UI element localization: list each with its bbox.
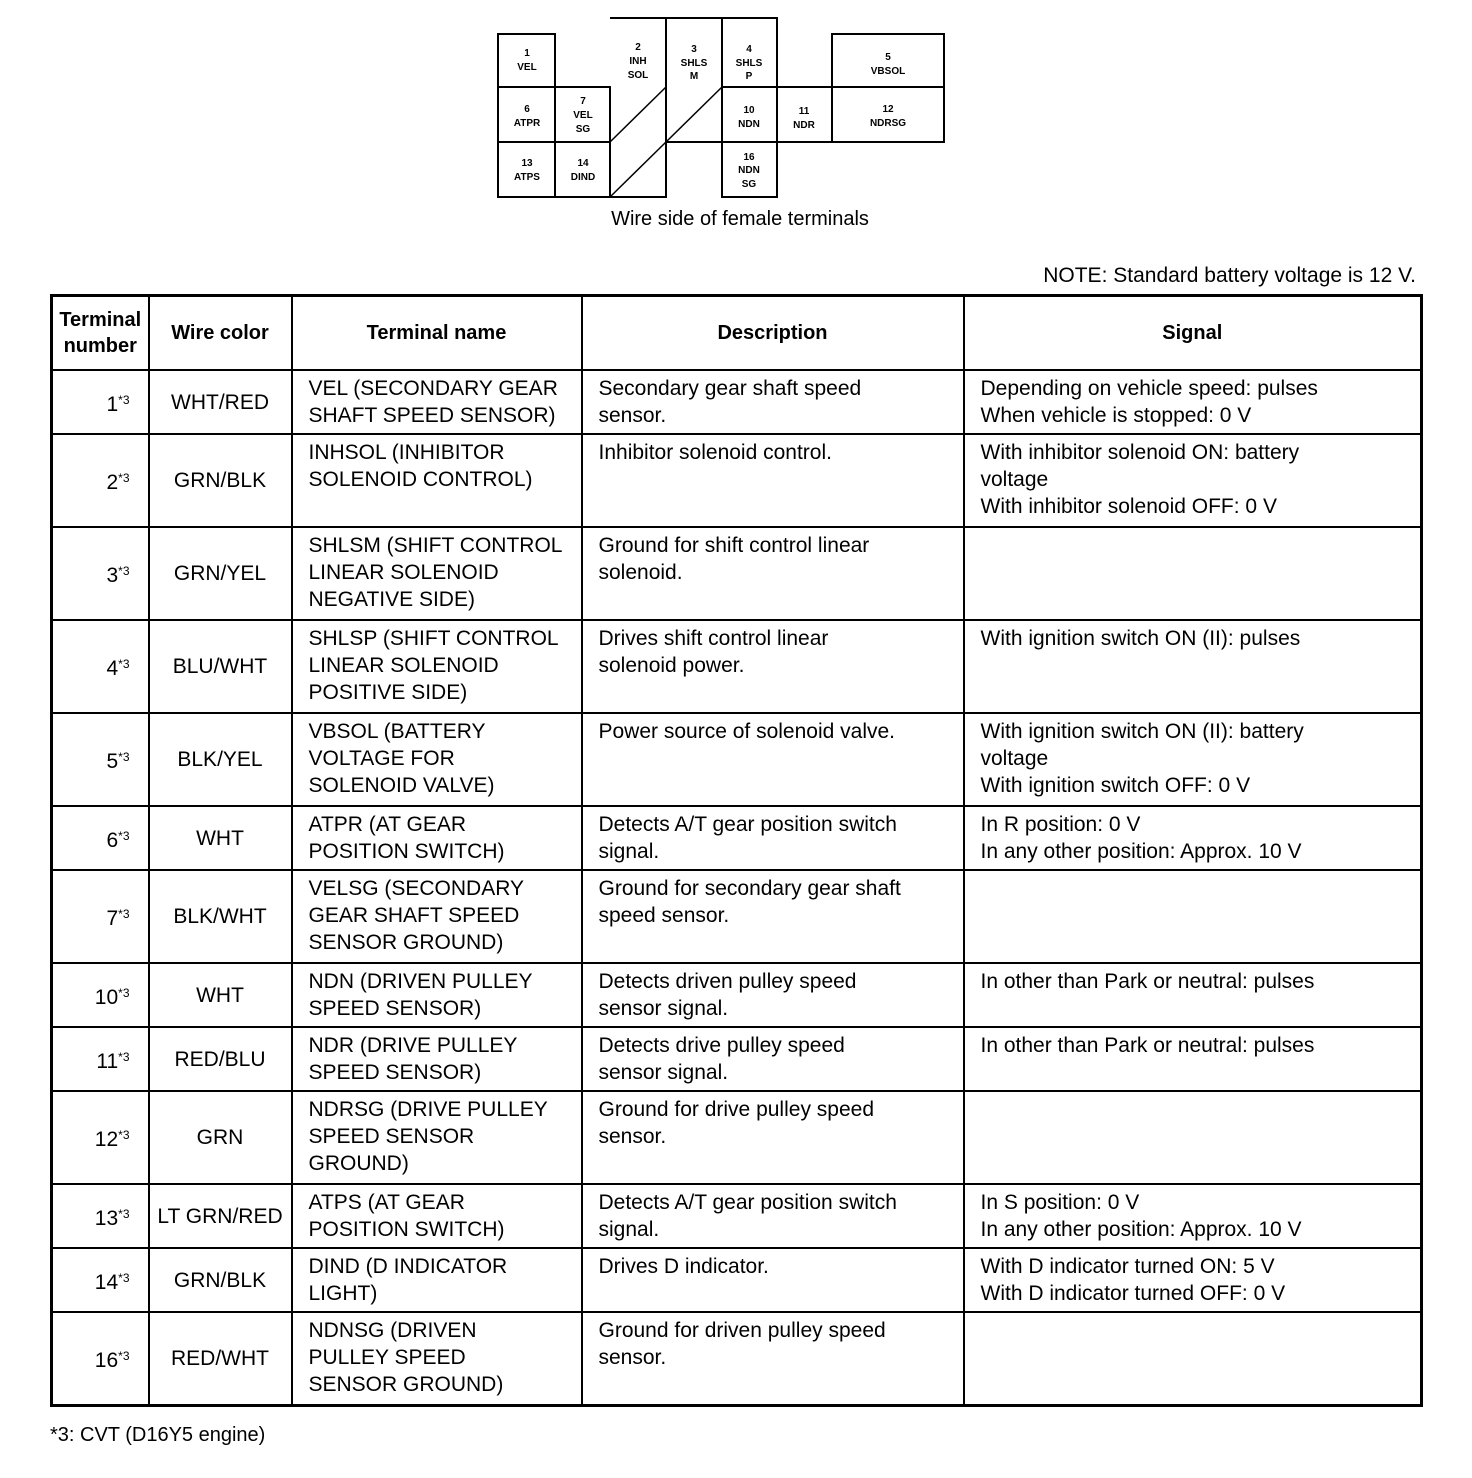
signal-cell <box>964 870 1422 963</box>
terminal-name-line: SENSOR GROUND) <box>308 931 504 954</box>
signal-cell <box>964 620 1422 713</box>
description-line: sensor signal. <box>598 997 729 1020</box>
signal-line: In any other position: Approx. 10 V <box>980 840 1302 863</box>
terminal-name-line: SPEED SENSOR) <box>308 997 482 1020</box>
terminal-5-number: 5 <box>885 52 891 63</box>
footnote-marker: *3 <box>118 657 130 671</box>
terminal-name-line: SPEED SENSOR) <box>308 1061 482 1084</box>
signal-line: In other than Park or neutral: pulses <box>980 970 1315 993</box>
signal-line: With ignition switch ON (II): battery <box>980 720 1304 743</box>
description-line: solenoid power. <box>598 654 745 677</box>
terminal-number: 12 <box>94 1128 119 1151</box>
footnote-marker: *3 <box>118 1270 130 1285</box>
table-row <box>52 1312 1422 1405</box>
wire-color-cell: BLK/WHT <box>149 870 292 963</box>
terminal-number: 6 <box>106 828 119 852</box>
terminal-number-cell <box>52 1248 149 1312</box>
description-cell <box>582 806 964 870</box>
terminal-name-line: LINEAR SOLENOID <box>308 654 499 677</box>
description-line: Ground for secondary gear shaft <box>598 877 901 900</box>
terminal-name-cell <box>292 434 582 527</box>
description-cell <box>582 1091 964 1184</box>
description-line: sensor signal. <box>598 1061 729 1084</box>
terminal-name-line: ATPS (AT GEAR <box>308 1191 465 1214</box>
terminal-name-line: NDRSG (DRIVE PULLEY <box>308 1098 548 1121</box>
header-description: Description <box>582 296 964 371</box>
description-line: Ground for driven pulley speed <box>598 1319 886 1342</box>
terminal-10-label: NDN <box>738 119 760 130</box>
table-row <box>52 370 1422 434</box>
description-line: Drives shift control linear <box>598 627 829 650</box>
wire-color-cell: LT GRN/RED <box>149 1184 292 1248</box>
signal-line: With ignition switch ON (II): pulses <box>980 627 1301 650</box>
terminal-11-number: 11 <box>798 106 810 117</box>
description-line: speed sensor. <box>598 904 730 927</box>
signal-cell <box>964 1027 1422 1091</box>
terminal-name-line: VELSG (SECONDARY <box>308 877 525 900</box>
signal-cell <box>964 806 1422 870</box>
description-line: Ground for shift control linear <box>598 534 870 557</box>
signal-line: In S position: 0 V <box>980 1191 1140 1214</box>
terminal-number-cell <box>52 1027 149 1091</box>
diagram-caption: Wire side of female terminals <box>611 208 869 230</box>
blank-cavity-mark <box>666 87 722 142</box>
terminal-7-label-1: VEL <box>573 110 593 121</box>
footnote-marker: *3 <box>118 1128 130 1142</box>
header-wire-color: Wire color <box>149 296 292 371</box>
terminal-14-number: 14 <box>577 158 589 169</box>
wire-color-cell: WHT <box>149 806 292 870</box>
terminal-16-number: 16 <box>743 152 755 163</box>
description-cell <box>582 370 964 434</box>
signal-line: In any other position: Approx. 10 V <box>980 1218 1302 1241</box>
description-cell <box>582 1184 964 1248</box>
terminal-name-line: POSITION SWITCH) <box>308 1218 505 1241</box>
description-line: Secondary gear shaft speed <box>598 377 862 400</box>
description-line: Ground for drive pulley speed <box>598 1098 874 1121</box>
terminal-16-label-1: NDN <box>738 165 760 176</box>
terminal-name-line: SPEED SENSOR <box>308 1125 475 1148</box>
description-line: signal. <box>598 840 660 863</box>
terminal-name-line: POSITIVE SIDE) <box>308 681 468 704</box>
terminal-number-cell <box>52 434 149 527</box>
terminal-name-cell <box>292 1091 582 1184</box>
terminal-number: 14 <box>94 1270 119 1294</box>
description-line: Drives D indicator. <box>598 1255 769 1278</box>
footnote-marker: *3 <box>118 564 130 578</box>
description-line: Detects drive pulley speed <box>598 1034 845 1057</box>
terminal-6-number: 6 <box>524 104 530 115</box>
terminal-name-cell <box>292 527 582 620</box>
description-line: sensor. <box>598 1346 667 1369</box>
description-line: solenoid. <box>598 561 683 584</box>
terminal-name-cell <box>292 713 582 806</box>
signal-line: With inhibitor solenoid OFF: 0 V <box>980 495 1277 518</box>
terminal-name-line: VBSOL (BATTERY <box>308 720 486 743</box>
terminal-name-line: SENSOR GROUND) <box>308 1373 504 1396</box>
terminal-3-label-1: SHLS <box>680 58 708 69</box>
terminal-10-number: 10 <box>743 105 755 116</box>
terminal-name-line: SOLENOID VALVE) <box>308 774 495 797</box>
table-row <box>52 1027 1422 1091</box>
wire-color-cell: BLU/WHT <box>149 620 292 713</box>
description-cell <box>582 1027 964 1091</box>
terminal-table <box>50 294 1423 1407</box>
signal-line: voltage <box>980 468 1049 491</box>
footnote-marker: *3 <box>118 471 130 485</box>
terminal-number-cell <box>52 963 149 1027</box>
description-cell <box>582 620 964 713</box>
terminal-name-line: SOLENOID CONTROL) <box>308 468 533 491</box>
table-body <box>52 370 1422 1405</box>
terminal-name-line: SHAFT SPEED SENSOR) <box>308 404 556 427</box>
terminal-name-cell <box>292 370 582 434</box>
description-cell <box>582 527 964 620</box>
terminal-number-cell <box>52 620 149 713</box>
terminal-name-line: VOLTAGE FOR <box>308 747 455 770</box>
terminal-4-label-2: P <box>745 71 753 82</box>
signal-line: In other than Park or neutral: pulses <box>980 1034 1315 1057</box>
description-cell <box>582 434 964 527</box>
terminal-1-number: 1 <box>524 48 530 59</box>
terminal-number: 10 <box>94 985 119 1009</box>
table-row <box>52 713 1422 806</box>
signal-cell <box>964 713 1422 806</box>
terminal-name-cell <box>292 963 582 1027</box>
wire-color-cell: GRN/BLK <box>149 434 292 527</box>
signal-line: voltage <box>980 747 1049 770</box>
terminal-7-number: 7 <box>580 96 586 107</box>
footnote-marker: *3 <box>118 750 130 764</box>
terminal-5-label: VBSOL <box>870 66 906 77</box>
header-terminal-name: Terminal name <box>292 296 582 371</box>
terminal-14-label: DIND <box>570 172 596 183</box>
terminal-name-line: LIGHT) <box>308 1282 378 1305</box>
description-line: sensor. <box>598 404 667 427</box>
terminal-name-line: INHSOL (INHIBITOR <box>308 441 505 464</box>
terminal-number: 1 <box>106 392 119 416</box>
terminal-4-label-1: SHLS <box>735 58 763 69</box>
signal-line: With ignition switch OFF: 0 V <box>980 774 1251 797</box>
signal-cell <box>964 1248 1422 1312</box>
wire-color-cell: RED/BLU <box>149 1027 292 1091</box>
battery-voltage-note: NOTE: Standard battery voltage is 12 V. <box>1043 264 1416 287</box>
signal-line: With inhibitor solenoid ON: battery <box>980 441 1300 464</box>
signal-cell <box>964 434 1422 527</box>
terminal-name-line: SHLSP (SHIFT CONTROL <box>308 627 559 650</box>
terminal-name-line: LINEAR SOLENOID <box>308 561 499 584</box>
description-cell <box>582 870 964 963</box>
terminal-number: 13 <box>94 1206 119 1230</box>
wire-color-cell: GRN <box>149 1091 292 1184</box>
signal-line: When vehicle is stopped: 0 V <box>980 404 1252 427</box>
footnote-marker: *3 <box>118 907 130 921</box>
terminal-number: 11 <box>96 1049 119 1073</box>
terminal-12-number: 12 <box>882 104 894 115</box>
terminal-2-number: 2 <box>635 42 641 53</box>
terminal-2-label-2: SOL <box>627 70 649 81</box>
table-row <box>52 1091 1422 1184</box>
terminal-name-line: PULLEY SPEED <box>308 1346 466 1369</box>
signal-line: With D indicator turned ON: 5 V <box>980 1255 1275 1278</box>
signal-cell <box>964 1091 1422 1184</box>
blank-cavity-mark <box>610 142 666 197</box>
connector-diagram <box>490 12 960 207</box>
signal-cell <box>964 370 1422 434</box>
signal-line: In R position: 0 V <box>980 813 1141 836</box>
terminal-name-line: NDNSG (DRIVEN <box>308 1319 477 1342</box>
terminal-name-line: GEAR SHAFT SPEED <box>308 904 520 927</box>
description-cell <box>582 1248 964 1312</box>
terminal-number-cell <box>52 1312 149 1405</box>
footnote-marker: *3 <box>118 1348 130 1363</box>
description-cell <box>582 963 964 1027</box>
terminal-13-label: ATPS <box>514 172 540 183</box>
signal-line: With D indicator turned OFF: 0 V <box>980 1282 1286 1305</box>
terminal-number-cell <box>52 527 149 620</box>
table-row <box>52 963 1422 1027</box>
footnote-marker: *3 <box>118 1049 130 1064</box>
wire-color-cell: BLK/YEL <box>149 713 292 806</box>
signal-cell <box>964 527 1422 620</box>
table-header-row <box>52 296 1422 371</box>
terminal-name-cell <box>292 1312 582 1405</box>
terminal-name-cell <box>292 1184 582 1248</box>
terminal-number: 16 <box>94 1348 119 1372</box>
terminal-name-cell <box>292 870 582 963</box>
terminal-name-cell <box>292 1027 582 1091</box>
terminal-number: 2 <box>106 471 119 494</box>
terminal-16-label-2: SG <box>741 179 757 190</box>
terminal-name-line: NDR (DRIVE PULLEY <box>308 1034 518 1057</box>
terminal-3-label-2: M <box>689 71 699 82</box>
description-line: Detects driven pulley speed <box>598 970 857 993</box>
table-row <box>52 434 1422 527</box>
header-terminal-number: Terminal number <box>52 296 149 371</box>
terminal-number-cell <box>52 1091 149 1184</box>
signal-cell <box>964 963 1422 1027</box>
terminal-number-cell <box>52 370 149 434</box>
terminal-4-number: 4 <box>746 44 752 55</box>
signal-cell <box>964 1184 1422 1248</box>
description-line: signal. <box>598 1218 660 1241</box>
terminal-name-line: POSITION SWITCH) <box>308 840 505 863</box>
terminal-number: 4 <box>106 657 119 680</box>
wire-color-cell: GRN/YEL <box>149 527 292 620</box>
table-row <box>52 870 1422 963</box>
terminal-2-label-1: INH <box>629 56 647 67</box>
terminal-number: 7 <box>106 907 119 930</box>
description-line: sensor. <box>598 1125 667 1148</box>
table-row <box>52 527 1422 620</box>
terminal-number-cell <box>52 870 149 963</box>
blank-cavity-mark <box>610 87 666 142</box>
terminal-name-line: VEL (SECONDARY GEAR <box>308 377 558 400</box>
description-line: Detects A/T gear position switch <box>598 1191 897 1214</box>
terminal-name-line: NEGATIVE SIDE) <box>308 588 475 611</box>
terminal-number-cell <box>52 806 149 870</box>
terminal-name-cell <box>292 806 582 870</box>
terminal-6-label: ATPR <box>513 118 541 129</box>
terminal-name-cell <box>292 620 582 713</box>
terminal-11-label: NDR <box>793 120 815 131</box>
terminal-3-number: 3 <box>691 44 697 55</box>
terminal-number: 5 <box>106 750 119 773</box>
footnote-marker: *3 <box>118 392 130 407</box>
table-row <box>52 1184 1422 1248</box>
table-row <box>52 620 1422 713</box>
terminal-number-cell <box>52 713 149 806</box>
terminal-number-cell <box>52 1184 149 1248</box>
terminal-name-line: DIND (D INDICATOR <box>308 1255 508 1278</box>
terminal-7-label-2: SG <box>575 124 591 135</box>
wire-color-cell: WHT <box>149 963 292 1027</box>
footnote-marker: *3 <box>118 985 130 1000</box>
table-row <box>52 1248 1422 1312</box>
terminal-12-label: NDRSG <box>869 118 907 129</box>
signal-cell <box>964 1312 1422 1405</box>
terminal-name-line: SHLSM (SHIFT CONTROL <box>308 534 563 557</box>
terminal-name-line: NDN (DRIVEN PULLEY <box>308 970 533 993</box>
description-cell <box>582 1312 964 1405</box>
terminal-number: 3 <box>106 564 119 587</box>
wire-color-cell: GRN/BLK <box>149 1248 292 1312</box>
terminal-13-number: 13 <box>521 158 533 169</box>
header-signal: Signal <box>964 296 1422 371</box>
wire-color-cell: WHT/RED <box>149 370 292 434</box>
description-line: Detects A/T gear position switch <box>598 813 897 836</box>
footnote: *3: CVT (D16Y5 engine) <box>50 1424 266 1446</box>
description-line: Power source of solenoid valve. <box>598 720 895 743</box>
footnote-marker: *3 <box>118 828 130 843</box>
terminal-name-cell <box>292 1248 582 1312</box>
description-cell <box>582 713 964 806</box>
signal-line: Depending on vehicle speed: pulses <box>980 377 1318 400</box>
terminal-name-line: ATPR (AT GEAR <box>308 813 467 836</box>
description-line: Inhibitor solenoid control. <box>598 441 832 464</box>
terminal-1-label: VEL <box>517 62 537 73</box>
footnote-marker: *3 <box>118 1206 130 1221</box>
table-row <box>52 806 1422 870</box>
wire-color-cell: RED/WHT <box>149 1312 292 1405</box>
terminal-name-line: GROUND) <box>308 1152 409 1175</box>
